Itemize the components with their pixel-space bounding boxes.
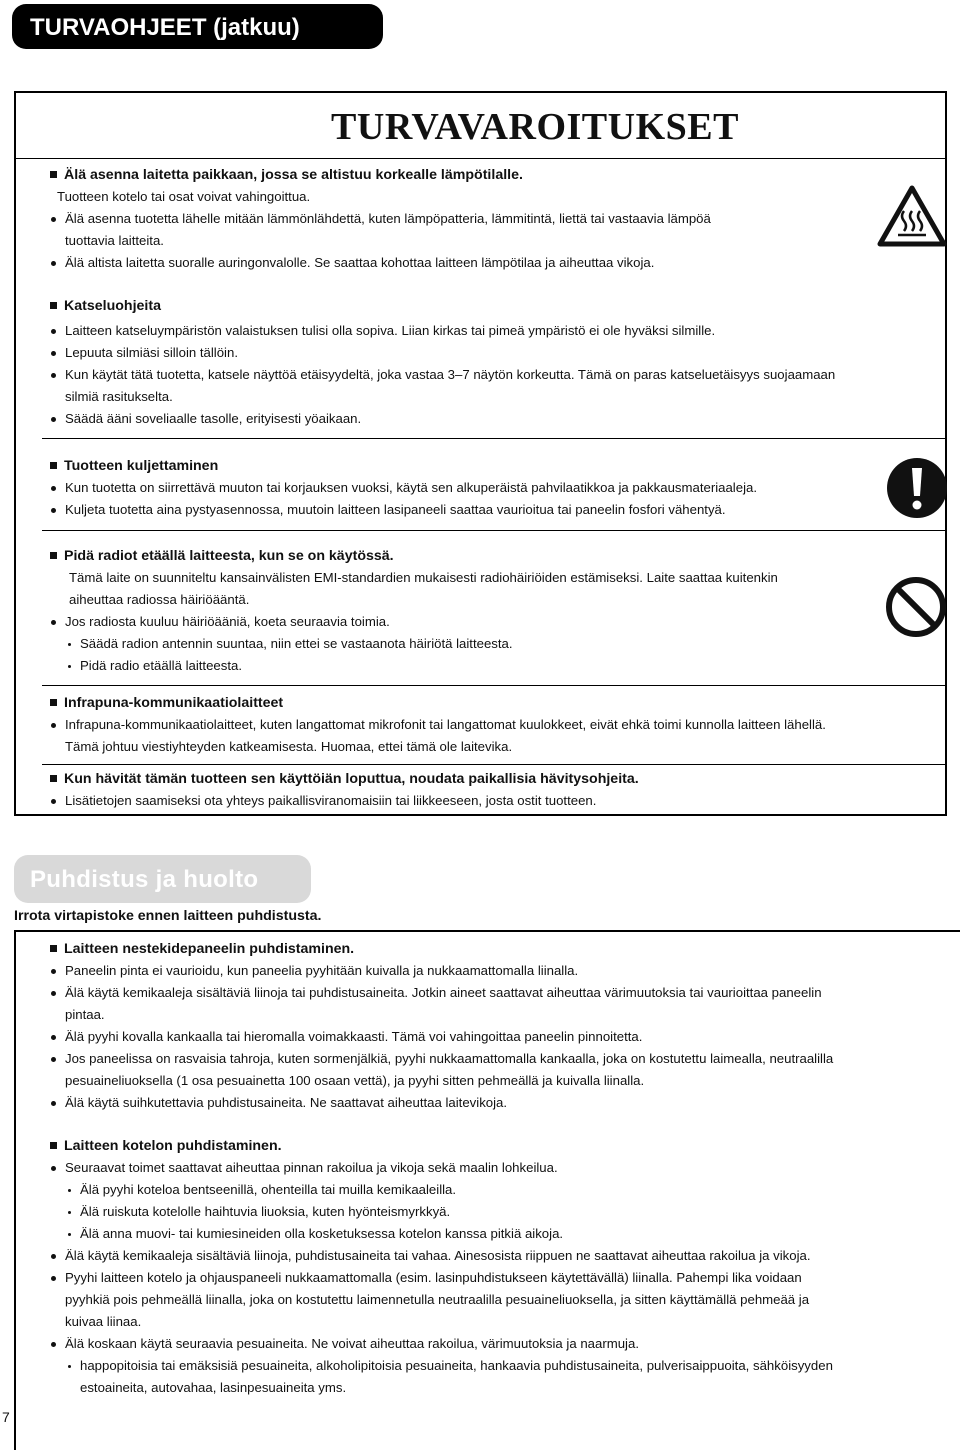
section-viewing — [50, 295, 835, 430]
page-number: 7 — [2, 1409, 10, 1425]
sub-bullet-item: Älä ruiskuta kotelolle haihtuvia liuoksia, kuten hyönteismyrkkyä. — [50, 1201, 833, 1223]
bullet-item: Älä altista laitetta suoralle auringonvalolle. Se saattaa kohottaa laitteen lämpötilaa ja aiheuttaa vikoja. — [50, 252, 711, 274]
section-title: Pidä radiot etäällä laitteesta, kun se on käytössä. — [50, 545, 778, 567]
bullet-item: Älä käytä kemikaaleja sisältäviä liinoja, puhdistusaineita tai vahaa. Ainesosista riippuen ne saattavat aiheuttaa rakoilua ja vikoja. — [50, 1245, 833, 1267]
bullet-continuation: Tämä johtuu viestiyhteyden katkeamisesta. Huomaa, ettei tämä ole laitevika. — [65, 739, 513, 754]
section-infrared — [50, 692, 826, 758]
sub-bullet-item: Älä anna muovi- tai kumiesineiden olla kosketuksessa kotelon kanssa pitkiä aikoja. — [50, 1223, 833, 1245]
section-text: Tämä laite on suunniteltu kansainvälisten EMI-standardien mukaisesti radiohäiriöiden estämiseksi. Laite saattaa kuitenkin — [69, 570, 778, 585]
section-title: Laitteen kotelon puhdistaminen. — [50, 1135, 833, 1157]
bullet-item: Säädä ääni soveliaalle tasolle, erityisesti yöaikaan. — [50, 408, 835, 430]
section-title: Laitteen nestekidepaneelin puhdistaminen. — [50, 938, 833, 960]
section-cabinet-cleaning — [50, 1135, 833, 1399]
page-header: TURVAOHJEET (jatkuu) — [12, 4, 383, 49]
title-divider — [14, 158, 947, 159]
bullet-continuation: pesuaineliuoksella (1 osa pesuainetta 100 osaan vettä), ja pyyhi sitten pehmeällä ja kuivalla liinalla. — [65, 1073, 645, 1088]
bullet-item: Paneelin pinta ei vaurioidu, kun paneelia pyyhitään kuivalla ja nukkaamattomalla liinalla. — [50, 960, 833, 982]
bullet-continuation: tuottavia laitteita. — [65, 233, 164, 248]
bullet-item: Jos paneelissa on rasvaisia tahroja, kuten sormenjälkiä, pyyhi nukkaamattomalla kankaalla, joka on kostutettu laimealla, neutraalilla — [50, 1048, 833, 1070]
section-title: Kun hävität tämän tuotteen sen käyttöiän loputtua, noudata paikallisia hävitysohjeita. — [50, 768, 639, 790]
prohibition-icon — [884, 575, 948, 639]
section-title: Tuotteen kuljettaminen — [50, 455, 757, 477]
bullet-item: Lisätietojen saamiseksi ota yhteys paikallisviranomaisiin tai liikkeeseen, josta ostit tuotteen. — [50, 790, 639, 812]
section-radio — [50, 545, 778, 677]
sub-bullet-continuation: estoaineita, autovahaa, lasinpesuaineita yms. — [80, 1380, 347, 1395]
exclamation-icon — [886, 456, 948, 520]
bullet-item: Jos radiosta kuuluu häiriöääniä, koeta seuraavia toimia. — [50, 611, 778, 633]
section-title: Infrapuna-kommunikaatiolaitteet — [50, 692, 826, 714]
bullet-continuation: pyyhkiä pois pehmeällä liinalla, joka on kostutettu laimennetulla neutraalilla pesuaineliuoksella, ja sitten käyttämällä pehmeää ja — [65, 1292, 810, 1307]
bullet-item: Kun käytät tätä tuotetta, katsele näyttöä etäisyydeltä, joka vastaa 3–7 näytön korkeutta. Tämä on paras katseluetäisyys suojaamaan — [50, 364, 835, 386]
bullet-item: Älä pyyhi kovalla kankaalla tai hieromalla voimakkaasti. Tämä voi vahingoittaa paneelin pinnoitetta. — [50, 1026, 833, 1048]
section-title: Katseluohjeita — [50, 295, 835, 317]
bullet-continuation: kuivaa liinaa. — [65, 1314, 142, 1329]
warnings-title: TURVAVAROITUKSET — [331, 106, 739, 148]
section-divider — [42, 530, 945, 531]
bullet-item: Kun tuotetta on siirrettävä muuton tai korjauksen vuoksi, käytä sen alkuperäistä pahvilaatikkoa ja pakkausmateriaaleja. — [50, 477, 757, 499]
sub-bullet-item: Pidä radio etäällä laitteesta. — [50, 655, 778, 677]
bullet-item: Älä asenna tuotetta lähelle mitään lämmönlähdettä, kuten lämpöpatteria, lämmitintä, liettä tai vastaavia lämpöä — [50, 208, 711, 230]
bullet-item: Lepuuta silmiäsi silloin tällöin. — [50, 342, 835, 364]
section-text: aiheuttaa radiossa häiriöääntä. — [69, 592, 250, 607]
bullet-item: Älä käytä suihkutettavia puhdistusaineita. Ne saattavat aiheuttaa laitevikoja. — [50, 1092, 833, 1114]
sub-bullet-item: happopitoisia tai emäksisiä pesuaineita, alkoholipitoisia pesuaineita, hankaavia puhdistusaineita, pulverisaippuoita, sähköisyyden — [50, 1355, 833, 1377]
section-divider — [42, 438, 945, 439]
section-divider — [42, 764, 945, 765]
bullet-item: Infrapuna-kommunikaatiolaitteet, kuten langattomat mikrofonit tai langattomat kuulokkeet, eivät ehkä toimi kunnolla laitteen lähellä. — [50, 714, 826, 736]
section-panel-cleaning — [50, 938, 833, 1114]
hot-surface-warning-icon — [876, 183, 948, 249]
bullet-item: Pyyhi laitteen kotelo ja ohjauspaneeli nukkaamattomalla (esim. lasinpuhdistukseen käytettävällä) liinalla. Pahempi lika voidaan — [50, 1267, 833, 1289]
sub-bullet-item: Säädä radion antennin suuntaa, niin ettei se vastaanota häiriötä laitteesta. — [50, 633, 778, 655]
bullet-item: Kuljeta tuotetta aina pystyasennossa, muutoin laitteen lasipaneeli saattaa vaurioitua tai paneelin fosfori vähentyä. — [50, 499, 757, 521]
bullet-item: Älä käytä kemikaaleja sisältäviä liinoja tai puhdistusaineita. Jotkin aineet saattavat aiheuttaa värimuutoksia tai vaurioittaa paneelin — [50, 982, 833, 1004]
bullet-continuation: pintaa. — [65, 1007, 105, 1022]
bullet-continuation: silmiä rasitukselta. — [65, 389, 173, 404]
bullet-item: Laitteen katseluympäristön valaistuksen tulisi olla sopiva. Liian kirkas tai pimeä ympäristö ei ole hyväksi silmille. — [50, 320, 835, 342]
section-disposal — [50, 768, 639, 812]
bullet-item: Seuraavat toimet saattavat aiheuttaa pinnan rakoilua ja vikoja sekä maalin lohkeilua. — [50, 1157, 833, 1179]
section-text: Tuotteen kotelo tai osat voivat vahingoittua. — [57, 189, 311, 204]
section-high-temperature — [50, 164, 711, 274]
unplug-note: Irrota virtapistoke ennen laitteen puhdistusta. — [14, 908, 322, 924]
section-divider — [42, 685, 945, 686]
bullet-item: Älä koskaan käytä seuraavia pesuaineita. Ne voivat aiheuttaa rakoilua, värimuutoksia ja naarmuja. — [50, 1333, 833, 1355]
section-transport — [50, 455, 757, 521]
section-title: Älä asenna laitetta paikkaan, jossa se altistuu korkealle lämpötilalle. — [50, 164, 711, 186]
sub-bullet-item: Älä pyyhi koteloa bentseenillä, ohenteilla tai muilla kemikaaleilla. — [50, 1179, 833, 1201]
cleaning-header: Puhdistus ja huolto — [14, 855, 311, 903]
